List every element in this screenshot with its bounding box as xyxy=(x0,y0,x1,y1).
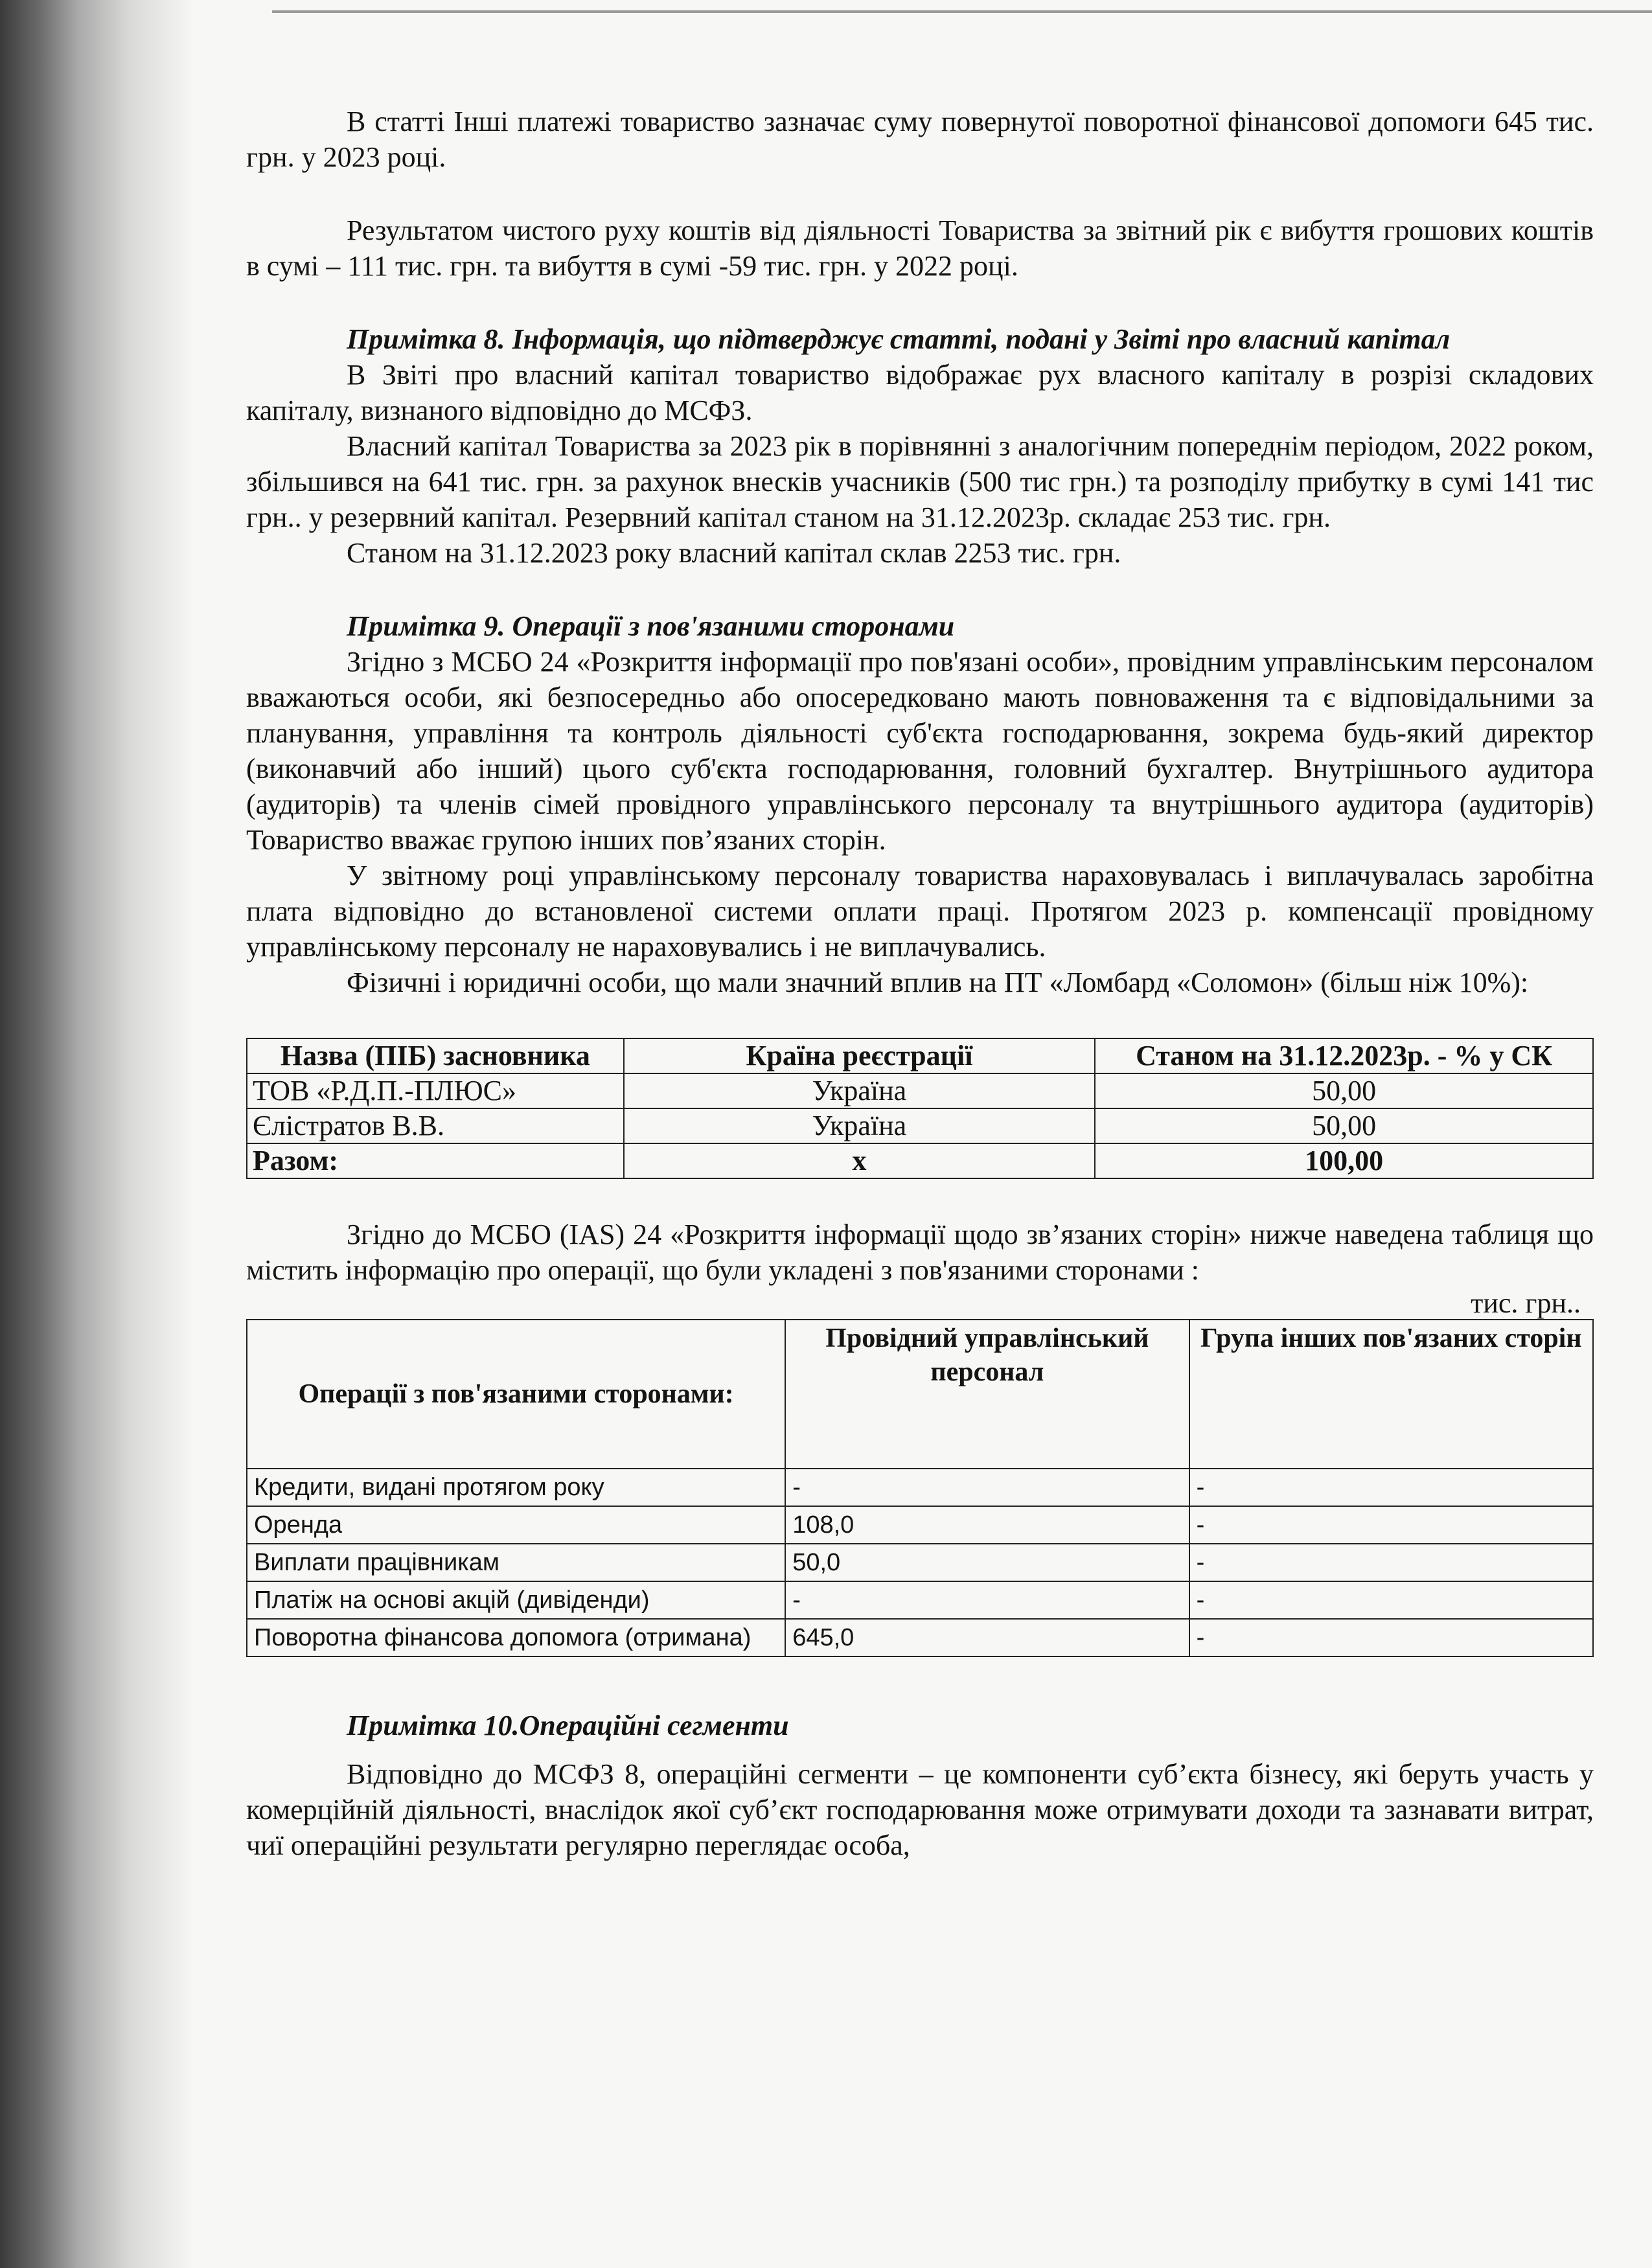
table-header-cell: Провідний управлінський персонал xyxy=(785,1320,1189,1469)
table-cell: - xyxy=(1189,1469,1593,1506)
table-cell: 50,00 xyxy=(1095,1073,1593,1108)
paragraph-management-pay: У звітному році управлінському персоналу товариства нараховувалась і виплачувалась заробітна плата відповідно до встановленої системи оплати праці. Протягом 2023 р. компенсації провідному управлінському персоналу не нараховувались і не виплачувались. xyxy=(246,860,1594,963)
table-cell: Єліcтратов В.В. xyxy=(247,1108,624,1143)
heading-note-10: Примітка 10.Операційні сегменти xyxy=(347,1710,789,1741)
table-cell: 100,00 xyxy=(1095,1143,1593,1178)
operations-table xyxy=(246,1319,1594,1657)
paragraph-equity-report: В Звіті про власний капітал товариство відображає рух власного капіталу в розрізі складових капіталу, визнаного відповідно до МСФЗ. xyxy=(246,359,1594,426)
heading-note-9: Примітка 9. Операції з пов'язаними сторонами xyxy=(347,610,955,642)
table-cell: - xyxy=(785,1469,1189,1506)
table-cell: Разом: xyxy=(247,1143,624,1178)
paragraph-net-cash-flow: Результатом чистого руху коштів від діяльності Товариства за звітний рік є вибуття грошових коштів в сумі – 111 тис. грн. та вибуття в сумі -59 тис. грн. у 2022 році. xyxy=(246,214,1594,282)
table-cell: Кредити, видані протягом року xyxy=(247,1469,785,1506)
table-cell: 50,00 xyxy=(1095,1108,1593,1143)
table-row xyxy=(247,1544,1593,1581)
table-cell: Платіж на основі акцій (дивіденди) xyxy=(247,1581,785,1619)
paragraph-equity-total: Станом на 31.12.2023 року власний капітал склав 2253 тис. грн. xyxy=(347,537,1121,569)
table-cell: х xyxy=(624,1143,1095,1178)
paragraph-operations-intro: Згідно до МСБО (IAS) 24 «Розкриття інформації щодо зв’язаних сторін» нижче наведена таблиця що містить інформацію про операції, що були укладені з пов'язаними сторонами : xyxy=(246,1219,1594,1286)
table-row xyxy=(247,1108,1593,1143)
table-row xyxy=(247,1619,1593,1656)
heading-note-8: Примітка 8. Інформація, що підтверджує статті, подані у Звіті про власний капітал xyxy=(347,323,1451,355)
table-cell: 108,0 xyxy=(785,1506,1189,1544)
scan-edge-shadow xyxy=(0,0,194,2268)
paragraph-ias24: Згідно з МСБО 24 «Розкриття інформації про пов'язані особи», провідним управлінським персоналом вважаються особи, які безпосередньо або опосередковано мають повноваження та є відповідальними за планування, управління та контроль діяльності суб'єкта господарювання, зокрема будь-який директор (виконавчий або інший) цього суб'єкта господарювання, головний бухгалтер. Внутрішнього аудитора (аудиторів) та членів сімей провідного управлінського персоналу та внутрішнього аудитора (аудиторів) Товариство вважає групою інших пов’язаних сторін. xyxy=(246,646,1594,856)
table-cell: Україна xyxy=(624,1073,1095,1108)
scan-top-line xyxy=(272,10,1652,13)
table-cell: Україна xyxy=(624,1108,1095,1143)
table-total-row xyxy=(247,1143,1593,1178)
table-row xyxy=(247,1506,1593,1544)
paragraph-equity-change: Власний капітал Товариства за 2023 рік в порівнянні з аналогічним попереднім періодом, 2022 роком, збільшився на 641 тис. грн. за рахунок внесків учасників (500 тис грн.) та розподілу прибутку в сумі 141 тис грн.. у резервний капітал. Резервний капітал станом на 31.12.2023р. складає 253 тис. грн. xyxy=(246,430,1594,533)
table-header-cell: Країна реєстрації xyxy=(624,1038,1095,1073)
table-cell: - xyxy=(1189,1581,1593,1619)
table-cell: 50,0 xyxy=(785,1544,1189,1581)
document-page xyxy=(246,104,1594,1863)
founders-table xyxy=(246,1038,1594,1179)
table-cell: ТОВ «Р.Д.П.-ПЛЮС» xyxy=(247,1073,624,1108)
table-cell: 645,0 xyxy=(785,1619,1189,1656)
table-row xyxy=(247,1073,1593,1108)
table-cell: - xyxy=(1189,1544,1593,1581)
table-header-cell: Назва (ПІБ) засновника xyxy=(247,1038,624,1073)
paragraph-significant-influence: Фізичні і юридичні особи, що мали значний вплив на ПТ «Ломбард «Соломон» (більш ніж 10%): xyxy=(347,967,1529,998)
table-unit-label: тис. грн.. xyxy=(1471,1287,1581,1319)
table-header-row xyxy=(247,1038,1593,1073)
table-header-row xyxy=(247,1320,1593,1469)
table-cell: Поворотна фінансова допомога (отримана) xyxy=(247,1619,785,1656)
table-header-cell: Група інших пов'язаних сторін xyxy=(1189,1320,1593,1469)
paragraph-other-payments: В статті Інші платежі товариство зазначає суму повернутої поворотної фінансової допомоги 645 тис. грн. у 2023 році. xyxy=(246,106,1594,173)
table-cell: Виплати працівникам xyxy=(247,1544,785,1581)
table-cell: - xyxy=(1189,1506,1593,1544)
table-header-cell: Операції з пов'язаними сторонами: xyxy=(247,1320,785,1469)
table-cell: - xyxy=(1189,1619,1593,1656)
table-row xyxy=(247,1581,1593,1619)
table-header-cell: Станом на 31.12.2023р. - % у СК xyxy=(1095,1038,1593,1073)
paragraph-operating-segments: Відповідно до МСФЗ 8, операційні сегменти – це компоненти суб’єкта бізнесу, які беруть участь у комерційній діяльності, внаслідок якої суб’єкт господарювання може отримувати доходи та зазнавати витрат, чиї операційні результати регулярно переглядає особа, xyxy=(246,1758,1594,1861)
table-cell: - xyxy=(785,1581,1189,1619)
table-row xyxy=(247,1469,1593,1506)
table-cell: Оренда xyxy=(247,1506,785,1544)
